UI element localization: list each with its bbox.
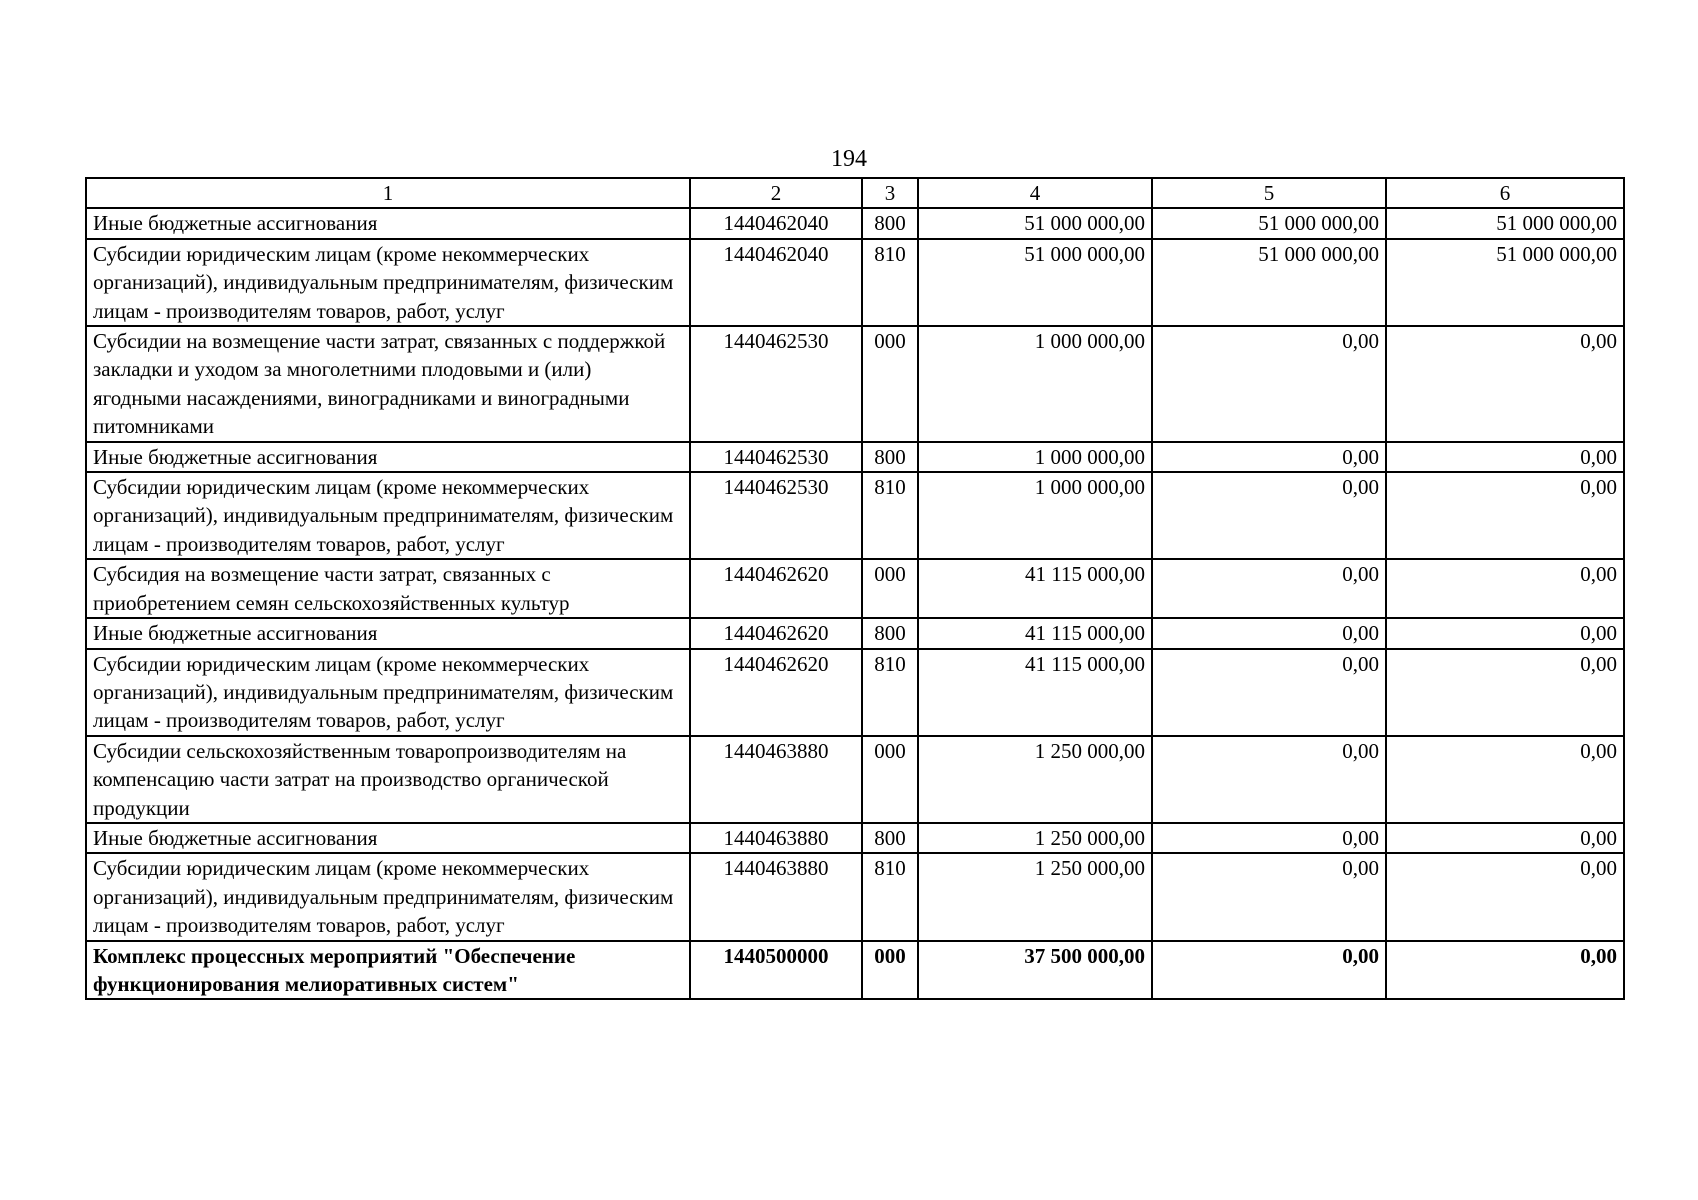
column-number-row [86, 178, 1624, 208]
row-name-cell: Иные бюджетные ассигнования [86, 618, 690, 648]
row-value-col4-cell: 51 000 000,00 [918, 239, 1152, 326]
row-kind-cell: 000 [862, 559, 918, 618]
row-name-cell: Субсидии на возмещение части затрат, связанных с поддержкой закладки и уходом за многолетними плодовыми и (или) ягодными насаждениями, виноградниками и виноградными питомниками [86, 326, 690, 442]
row-code-cell: 1440462530 [690, 326, 862, 442]
row-value-col6-cell: 0,00 [1386, 823, 1624, 853]
row-value-col6-cell: 0,00 [1386, 618, 1624, 648]
row-value-col4-cell: 1 000 000,00 [918, 472, 1152, 559]
budget-table [85, 177, 1625, 1000]
row-name-cell: Иные бюджетные ассигнования [86, 823, 690, 853]
row-value-col4-cell: 1 250 000,00 [918, 823, 1152, 853]
row-value-col4-cell: 1 250 000,00 [918, 853, 1152, 940]
column-number: 1 [86, 178, 690, 208]
row-code-cell: 1440463880 [690, 736, 862, 823]
row-kind-cell: 810 [862, 853, 918, 940]
row-value-col6-cell: 0,00 [1386, 736, 1624, 823]
row-code-cell: 1440463880 [690, 823, 862, 853]
row-value-col6-cell: 0,00 [1386, 941, 1624, 1000]
table-row [86, 823, 1624, 853]
budget-table-body [86, 178, 1624, 999]
row-value-col4-cell: 1 000 000,00 [918, 326, 1152, 442]
row-value-col6-cell: 0,00 [1386, 472, 1624, 559]
table-row [86, 326, 1624, 442]
row-name-cell: Субсидии юридическим лицам (кроме некоммерческих организаций), индивидуальным предпринимателям, физическим лицам - производителям товаров, работ, услуг [86, 239, 690, 326]
row-name-cell: Субсидии юридическим лицам (кроме некоммерческих организаций), индивидуальным предпринимателям, физическим лицам - производителям товаров, работ, услуг [86, 853, 690, 940]
row-code-cell: 1440500000 [690, 941, 862, 1000]
row-value-col4-cell: 41 115 000,00 [918, 559, 1152, 618]
row-value-col5-cell: 0,00 [1152, 326, 1386, 442]
table-row [86, 649, 1624, 736]
column-number: 4 [918, 178, 1152, 208]
row-value-col6-cell: 0,00 [1386, 649, 1624, 736]
row-name-cell: Иные бюджетные ассигнования [86, 208, 690, 238]
column-number: 6 [1386, 178, 1624, 208]
column-number: 2 [690, 178, 862, 208]
row-kind-cell: 800 [862, 618, 918, 648]
row-value-col6-cell: 0,00 [1386, 442, 1624, 472]
row-value-col5-cell: 0,00 [1152, 618, 1386, 648]
row-code-cell: 1440462040 [690, 208, 862, 238]
row-kind-cell: 000 [862, 941, 918, 1000]
row-value-col6-cell: 51 000 000,00 [1386, 208, 1624, 238]
row-code-cell: 1440462530 [690, 442, 862, 472]
row-value-col4-cell: 37 500 000,00 [918, 941, 1152, 1000]
row-name-cell: Комплекс процессных мероприятий "Обеспечение функционирования мелиоративных систем" [86, 941, 690, 1000]
row-value-col6-cell: 51 000 000,00 [1386, 239, 1624, 326]
row-value-col5-cell: 0,00 [1152, 941, 1386, 1000]
table-row [86, 442, 1624, 472]
row-value-col6-cell: 0,00 [1386, 853, 1624, 940]
row-value-col5-cell: 51 000 000,00 [1152, 239, 1386, 326]
row-value-col5-cell: 0,00 [1152, 649, 1386, 736]
row-name-cell: Субсидии сельскохозяйственным товаропроизводителям на компенсацию части затрат на производство органической продукции [86, 736, 690, 823]
table-row [86, 208, 1624, 238]
table-row [86, 559, 1624, 618]
row-value-col5-cell: 51 000 000,00 [1152, 208, 1386, 238]
row-name-cell: Субсидии юридическим лицам (кроме некоммерческих организаций), индивидуальным предпринимателям, физическим лицам - производителям товаров, работ, услуг [86, 649, 690, 736]
row-name-cell: Иные бюджетные ассигнования [86, 442, 690, 472]
column-number: 5 [1152, 178, 1386, 208]
row-kind-cell: 810 [862, 649, 918, 736]
row-value-col4-cell: 41 115 000,00 [918, 618, 1152, 648]
row-value-col4-cell: 51 000 000,00 [918, 208, 1152, 238]
row-value-col6-cell: 0,00 [1386, 326, 1624, 442]
row-name-cell: Субсидия на возмещение части затрат, связанных с приобретением семян сельскохозяйственных культур [86, 559, 690, 618]
row-value-col4-cell: 1 250 000,00 [918, 736, 1152, 823]
row-kind-cell: 800 [862, 208, 918, 238]
column-number: 3 [862, 178, 918, 208]
row-value-col4-cell: 41 115 000,00 [918, 649, 1152, 736]
row-code-cell: 1440462620 [690, 559, 862, 618]
table-row [86, 853, 1624, 940]
table-row [86, 941, 1624, 1000]
row-kind-cell: 000 [862, 326, 918, 442]
row-code-cell: 1440463880 [690, 853, 862, 940]
row-code-cell: 1440462620 [690, 649, 862, 736]
row-code-cell: 1440462530 [690, 472, 862, 559]
row-kind-cell: 800 [862, 823, 918, 853]
row-kind-cell: 810 [862, 472, 918, 559]
row-value-col5-cell: 0,00 [1152, 559, 1386, 618]
row-value-col5-cell: 0,00 [1152, 823, 1386, 853]
row-kind-cell: 000 [862, 736, 918, 823]
row-code-cell: 1440462620 [690, 618, 862, 648]
row-kind-cell: 810 [862, 239, 918, 326]
row-value-col5-cell: 0,00 [1152, 853, 1386, 940]
table-row [86, 239, 1624, 326]
row-value-col5-cell: 0,00 [1152, 442, 1386, 472]
row-value-col5-cell: 0,00 [1152, 736, 1386, 823]
row-code-cell: 1440462040 [690, 239, 862, 326]
row-name-cell: Субсидии юридическим лицам (кроме некоммерческих организаций), индивидуальным предпринимателям, физическим лицам - производителям товаров, работ, услуг [86, 472, 690, 559]
table-row [86, 736, 1624, 823]
row-kind-cell: 800 [862, 442, 918, 472]
table-row [86, 618, 1624, 648]
row-value-col6-cell: 0,00 [1386, 559, 1624, 618]
page-number: 194 [831, 146, 867, 172]
table-row [86, 472, 1624, 559]
row-value-col5-cell: 0,00 [1152, 472, 1386, 559]
row-value-col4-cell: 1 000 000,00 [918, 442, 1152, 472]
